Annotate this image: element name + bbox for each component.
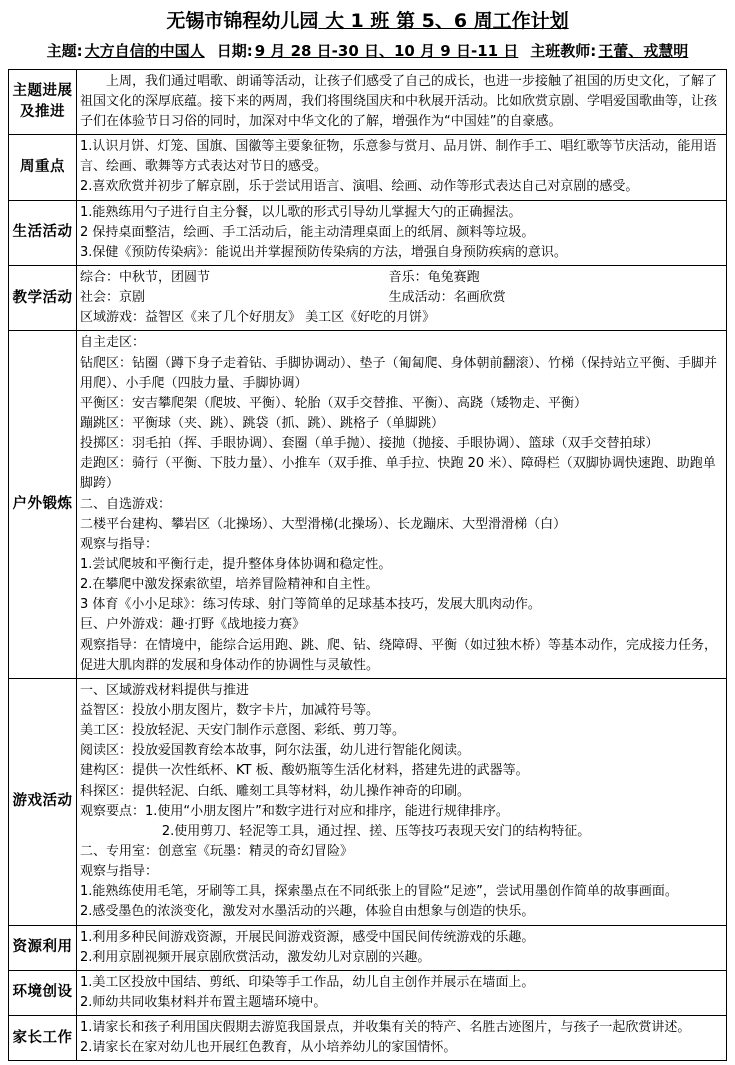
row-body-week-focus bbox=[77, 135, 727, 200]
table-row-teaching-activity bbox=[9, 266, 727, 331]
table-row-resource-use bbox=[9, 925, 727, 970]
text-line: 2 保持桌面整洁，绘画、手工活动后，能主动清理桌面上的纸屑、颜料等垃圾。 bbox=[80, 224, 535, 240]
text-line: 观察与指导： bbox=[80, 536, 159, 552]
work-plan-table bbox=[8, 69, 727, 1062]
table-row-week-focus bbox=[9, 135, 727, 200]
text-line: 3 体育《小小足球》：练习传球、射门等简单的足球基本技巧，发展大肌肉动作。 bbox=[80, 597, 541, 613]
text-line: 益智区：投放小朋友图片，数字卡片，加减符号等。 bbox=[80, 702, 380, 718]
text-line: 2.喜欢欣赏并初步了解京剧，乐于尝试用语言、演唱、绘画、动作等形式表达自己对京剧的感受。 bbox=[80, 179, 639, 195]
row-label-life-activity: 生活活动 bbox=[9, 200, 77, 265]
text-line: 社会：京剧 bbox=[80, 290, 146, 306]
row-label-week-focus: 周重点 bbox=[9, 135, 77, 200]
text-line: 建构区：提供一次性纸杯、KT 板、酸奶瓶等生活化材料，搭建先进的武器等。 bbox=[80, 763, 529, 779]
meta-date bbox=[217, 40, 519, 61]
meta-theme-value: 大方自信的中国人 bbox=[84, 41, 205, 60]
text-line: 平衡区：安吉攀爬架（爬坡、平衡）、轮胎（双手交替推、平衡）、高跷（矮物走、平衡） bbox=[80, 395, 588, 411]
text-line: 1.利用多种民间游戏资源，开展民间游戏资源，感受中国民间传统游戏的乐趣。 bbox=[80, 929, 535, 945]
text-line: 观察与指导： bbox=[80, 864, 159, 880]
table-row-environment bbox=[9, 970, 727, 1015]
text-line: 1.尝试爬坡和平衡行走，提升整体身体协调和稳定性。 bbox=[80, 556, 392, 572]
meta-row bbox=[8, 40, 727, 61]
page-title-class: 大 1 班 bbox=[318, 10, 397, 32]
page-title-prefix: 无锡市锦程幼儿园 bbox=[166, 10, 319, 32]
text-line: 2.使用剪刀、轻泥等工具，通过捏、搓、压等技巧表现天安门的结构特征。 bbox=[161, 823, 591, 839]
text-line: 美工区：投放轻泥、天安门制作示意图、彩纸、剪刀等。 bbox=[80, 723, 406, 739]
table-row-outdoor-exercise bbox=[9, 331, 727, 678]
text-line: 上周，我们通过唱歌、朗诵等活动，让孩子们感受了自己的成长，也进一步接触了祖国的历史文化，了解了祖国文化的深厚底蕴。接下来的两周，我们将围绕国庆和中秋展开活动。比如欣赏京剧、学唱爱国歌曲等，让孩子们在体验节日习俗的同时，加深对中华文化的了解，增强作为“中国娃”的自豪感。 bbox=[80, 73, 718, 130]
text-line: 自主走区： bbox=[80, 335, 146, 351]
row-body-environment bbox=[77, 970, 727, 1015]
meta-date-label: 日期: bbox=[216, 41, 253, 60]
row-body-life-activity bbox=[77, 200, 727, 265]
meta-date-value: 9 月 28 日-30 日、10 月 9 日-11 日 bbox=[254, 41, 519, 60]
text-line: 2.请家长在家对幼儿也开展红色教育，从小培养幼儿的家国情怀。 bbox=[80, 1040, 457, 1056]
meta-theme bbox=[47, 40, 205, 61]
row-body-theme-progress bbox=[77, 69, 727, 134]
text-line: 观察要点：1.使用“小朋友图片”和数字进行对应和排序，能进行规律排序。 bbox=[80, 803, 509, 819]
table-row-parent-work bbox=[9, 1016, 727, 1061]
text-line: 阅读区：投放爱国教育绘本故事，阿尔法蛋，幼儿进行智能化阅读。 bbox=[80, 743, 471, 759]
row-body-parent-work bbox=[77, 1016, 727, 1061]
text-line: 区域游戏：益智区《来了几个好朋友》 美工区《好吃的月饼》 bbox=[80, 310, 436, 326]
row-label-outdoor-exercise: 户外锻炼 bbox=[9, 331, 77, 678]
meta-teacher-label: 主班教师: bbox=[530, 41, 597, 60]
row-body-resource-use bbox=[77, 925, 727, 970]
text-line: 二、专用室：创意室《玩墨：精灵的奇幻冒险》 bbox=[80, 843, 354, 859]
table-row-life-activity bbox=[9, 200, 727, 265]
meta-teacher-value: 王蕾、戎慧明 bbox=[598, 41, 689, 60]
row-label-resource-use: 资源利用 bbox=[9, 925, 77, 970]
text-line: 综合：中秋节，团圆节 bbox=[80, 270, 211, 286]
row-body-teaching-activity bbox=[77, 266, 727, 331]
row-label-parent-work: 家长工作 bbox=[9, 1016, 77, 1061]
text-line: 1.能熟练用勺子进行自主分餐，以儿歌的形式引导幼儿掌握大勺的正确握法。 bbox=[80, 204, 522, 220]
text-line: 二、自选游戏： bbox=[80, 496, 172, 512]
teaching-pair-row bbox=[80, 288, 723, 308]
text-line: 音乐：龟兔赛跑 bbox=[388, 270, 480, 286]
page-title bbox=[8, 10, 727, 34]
text-line: 2.感受墨色的浓淡变化，激发对水墨活动的兴趣，体验自由想象与创造的快乐。 bbox=[80, 904, 535, 920]
text-line: 科探区：提供轻泥、白纸、雕刻工具等材料，幼儿操作神奇的印刷。 bbox=[80, 783, 471, 799]
text-line: 2.利用京剧视频开展京剧欣赏活动，激发幼儿对京剧的兴趣。 bbox=[80, 949, 431, 965]
text-line: 1.认识月饼、灯笼、国旗、国徽等主要象征物，乐意参与赏月、品月饼、制作手工、唱红歌等节庆活动，能用语言、绘画、歌舞等方式表达对节日的感受。 bbox=[80, 139, 717, 175]
meta-theme-label: 主题: bbox=[46, 41, 83, 60]
text-line: 生成活动：名画欣赏 bbox=[388, 290, 506, 306]
meta-teacher bbox=[530, 40, 688, 61]
table-row-theme-progress bbox=[9, 69, 727, 134]
text-line: 钻爬区：钻圈（蹲下身子走着钻、手脚协调动）、垫子（匍匐爬、身体朝前翻滚）、竹梯（保持站立平衡、手脚并用爬）、小手爬（四肢力量、手脚协调） bbox=[80, 355, 718, 391]
row-label-theme-progress: 主题进展及推进 bbox=[9, 69, 77, 134]
text-line: 3.保健《预防传染病》：能说出并掌握预防传染病的方法，增强自身预防疾病的意识。 bbox=[80, 244, 567, 260]
row-body-outdoor-exercise bbox=[77, 331, 727, 678]
page-title-week: 第 5、6 周工作计划 bbox=[396, 10, 569, 32]
row-body-game-activity bbox=[77, 678, 727, 925]
text-line: 1.能熟练使用毛笔，牙刷等工具，探索墨点在不同纸张上的冒险“足迹”，尝试用墨创作简单的故事画面。 bbox=[80, 884, 678, 900]
row-label-game-activity: 游戏活动 bbox=[9, 678, 77, 925]
row-label-teaching-activity: 教学活动 bbox=[9, 266, 77, 331]
text-line: 观察指导：在情境中，能综合运用跑、跳、爬、钻、绕障碍、平衡（如过独木桥）等基本动作，完成接力任务，促进大肌肉群的发展和身体动作的协调性与灵敏性。 bbox=[80, 637, 718, 673]
text-line: 一、区域游戏材料提供与推进 bbox=[80, 682, 250, 698]
text-line: 蹦跳区：平衡球（夹、跳）、跳袋（抓、跳）、跳格子（单脚跳） bbox=[80, 416, 445, 431]
row-label-environment: 环境创设 bbox=[9, 970, 77, 1015]
text-line: 走跑区：骑行（平衡、下肢力量）、小推车（双手推、单手拉、快跑 20 米）、障碍栏（双脚协调快速跑、助跑单脚跨） bbox=[80, 456, 716, 492]
text-line: 投掷区：羽毛拍（挥、手眼协调）、套圈（单手抛）、接抛（抛接、手眼协调）、篮球（双手交替拍球） bbox=[80, 436, 659, 452]
teaching-pair-row bbox=[80, 268, 723, 288]
text-line: 巨、户外游戏：趣·打野《战地接力赛》 bbox=[80, 617, 306, 633]
text-line: 2.师幼共同收集材料并布置主题墙环境中。 bbox=[80, 994, 327, 1010]
text-line: 1.请家长和孩子利用国庆假期去游览我国景点，并收集有关的特产、名胜古迹图片，与孩子一起欣赏讲述。 bbox=[80, 1020, 691, 1036]
table-row-game-activity bbox=[9, 678, 727, 925]
text-line: 1.美工区投放中国结、剪纸、印染等手工作品，幼儿自主创作并展示在墙面上。 bbox=[80, 974, 535, 990]
text-line: 2.在攀爬中激发探索欲望，培养冒险精神和自主性。 bbox=[80, 577, 379, 593]
text-line: 二楼平台建构、攀岩区（北操场）、大型滑梯(北操场）、长龙蹦床、大型滑滑梯（白） bbox=[80, 516, 567, 532]
